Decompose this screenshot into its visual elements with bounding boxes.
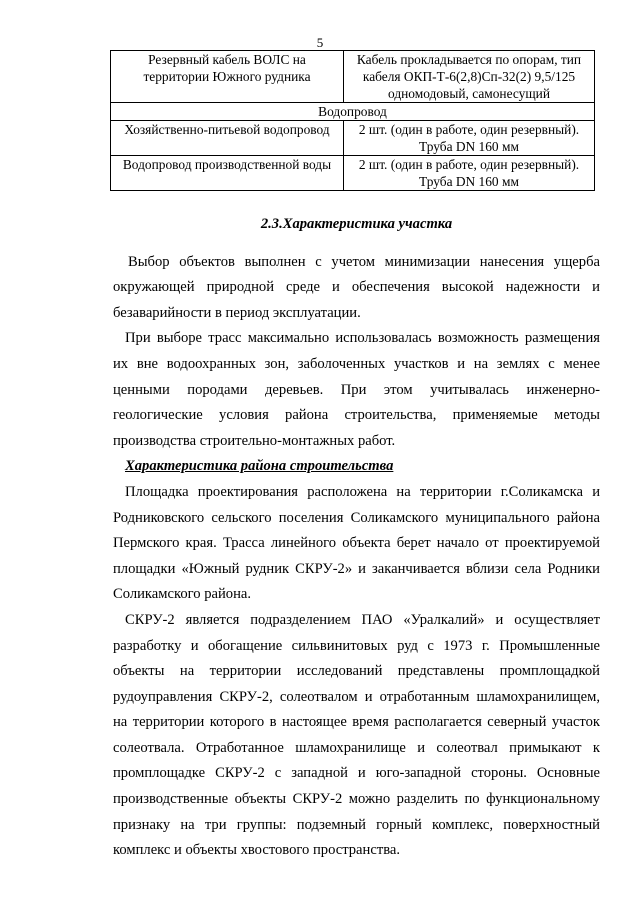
table-cell: Кабель прокладывается по опорам, тип кабеля ОКП-Т-6(2,8)Сп-32(2) 9,5/125 одномодовый, самонесущий xyxy=(344,51,595,103)
subheading: Характеристика района строительства xyxy=(125,458,394,475)
paragraph: Площадка проектирования расположена на территории г.Соликамска и Родниковского сельского поселения Соликамского муниципального района Пермского края. Трасса линейного объекта берет начало от проектируемой площадки «Южный рудник СКРУ-2» и заканчивается вблизи села Родники Соликамского района. xyxy=(113,483,600,603)
table-cell: Хозяйственно-питьевой водопровод xyxy=(111,121,344,156)
section-title: 2.3.Характеристика участка xyxy=(260,216,453,232)
table-cell: 2 шт. (один в работе, один резервный). Труба DN 160 мм xyxy=(344,156,595,191)
table-section-label: Водопровод xyxy=(111,103,595,121)
table-row xyxy=(111,156,595,191)
table-cell: Водопровод производственной воды xyxy=(111,156,344,191)
paragraph: СКРУ-2 является подразделением ПАО «Уралкалий» и осуществляет разработку и обогащение сильвинитовых руд с 1973 г. Промышленные объекты на территории исследований представлены промплощадкой рудоуправления СКРУ-2, солеотвалом и отработанным шламохранилищем, на территории которого в настоящее время располагается северный участок солеотвала. Отработанное шламохранилище и солеотвал примыкают к промплощадке СКРУ-2 с западной и юго-западной стороны. Основные производственные объекты СКРУ-2 можно разделить по функциональному признаку на три группы: подземный горный комплекс, поверхностный комплекс и объекты хвостового пространства. xyxy=(113,611,600,859)
document-body xyxy=(113,212,600,864)
table-cell: 2 шт. (один в работе, один резервный). Труба DN 160 мм xyxy=(344,121,595,156)
page-number: 5 xyxy=(316,35,324,50)
paragraph: При выборе трасс максимально использовалась возможность размещения их вне водоохранных зон, заболоченных участков и на землях с менее ценными породами деревьев. При этом учитывалась инженерно-геологические условия района строительства, применяемые методы производства строительно-монтажных работ. xyxy=(113,330,600,449)
paragraph: Выбор объектов выполнен с учетом минимизации нанесения ущерба окружающей природной среде и обеспечения высокой надежности и безаварийности в период эксплуатации. xyxy=(113,253,600,321)
table-cell: Резервный кабель ВОЛС на территории Южного рудника xyxy=(111,51,344,103)
table-row xyxy=(111,51,595,103)
infrastructure-table xyxy=(110,50,595,191)
table-row xyxy=(111,121,595,156)
table-section-row xyxy=(111,103,595,121)
